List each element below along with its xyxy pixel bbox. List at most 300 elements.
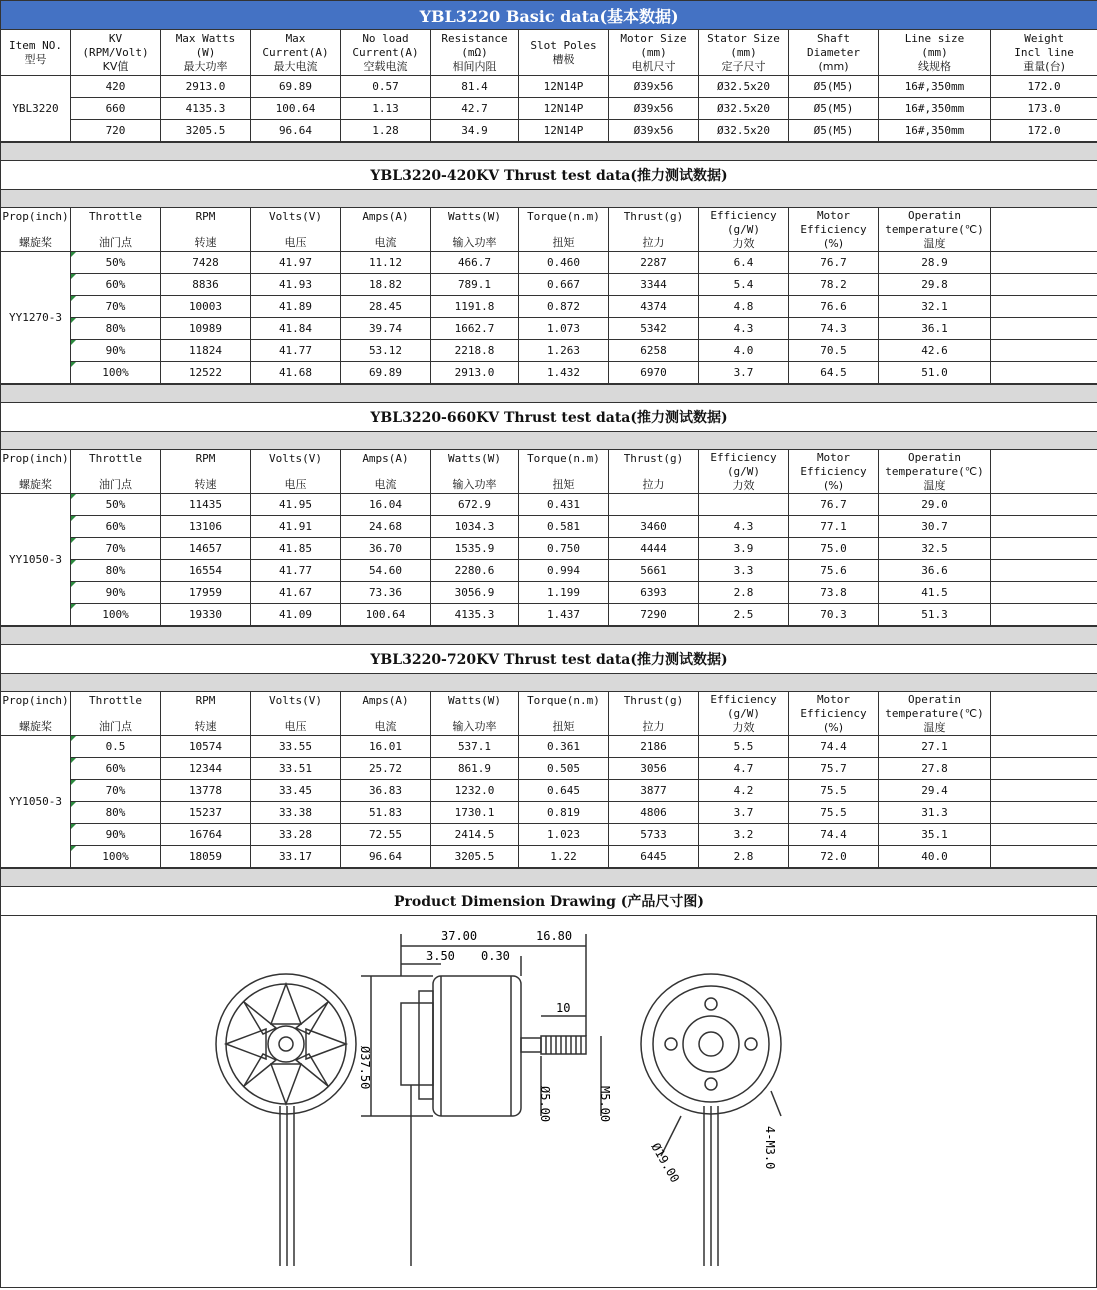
dim-holes: 4-M3.0 — [763, 1126, 777, 1169]
thrust-empty-cell — [991, 582, 1097, 604]
thrust-empty-cell — [991, 494, 1097, 516]
basic-cell: Ø39x56 — [609, 120, 699, 142]
thrust-cell: 51.0 — [879, 362, 991, 384]
thrust-cell: 11.12 — [341, 252, 431, 274]
thrust-cell: 4.3 — [699, 516, 789, 538]
thrust-cell: 1662.7 — [431, 318, 519, 340]
thrust-header — [699, 450, 789, 494]
thrust-header-line: Throttle — [71, 694, 160, 708]
thrust-cell: 70% — [71, 296, 161, 318]
thrust-cell: 11824 — [161, 340, 251, 362]
thrust-header — [71, 208, 161, 252]
thrust-cell: 10003 — [161, 296, 251, 318]
thrust-cell: 36.1 — [879, 318, 991, 340]
thrust-header-line: Operatin — [879, 693, 990, 707]
basic-header-line: Resistance — [431, 32, 518, 46]
thrust-cell: 41.91 — [251, 516, 341, 538]
thrust-cell: 29.0 — [879, 494, 991, 516]
thrust-cell: 2.5 — [699, 604, 789, 626]
thrust-empty-cell — [991, 340, 1097, 362]
dim-shaft-length: 16.80 — [536, 929, 572, 943]
thrust-cell: 4.2 — [699, 780, 789, 802]
thrust-cell: 10989 — [161, 318, 251, 340]
thrust-header-line: 温度 — [879, 237, 990, 251]
prop-cell: YY1270-3 — [1, 252, 71, 384]
thrust-title: YBL3220-420KV Thrust test data(推力测试数据) — [1, 161, 1097, 190]
thrust-header-line: Motor — [789, 693, 878, 707]
thrust-empty-cell — [991, 736, 1097, 758]
basic-header-line: No load — [341, 32, 430, 46]
thrust-cell: 3056 — [609, 758, 699, 780]
basic-header-line: 相间内阻 — [431, 60, 518, 74]
thrust-cell: 1.073 — [519, 318, 609, 340]
thrust-cell: 4.8 — [699, 296, 789, 318]
thrust-cell: 2913.0 — [431, 362, 519, 384]
basic-cell: 172.0 — [991, 120, 1097, 142]
thrust-cell: 3205.5 — [431, 846, 519, 868]
thrust-cell: 41.93 — [251, 274, 341, 296]
motor-front-view — [216, 974, 356, 1266]
thrust-header — [341, 692, 431, 736]
basic-header-line: 定子尺寸 — [699, 60, 788, 74]
thrust-header-line: 扭矩 — [519, 236, 608, 250]
thrust-header-line: Efficiency — [699, 693, 788, 707]
thrust-header — [251, 692, 341, 736]
thrust-cell: 1232.0 — [431, 780, 519, 802]
thrust-header-empty — [991, 208, 1097, 252]
thrust-title: YBL3220-660KV Thrust test data(推力测试数据) — [1, 403, 1097, 432]
basic-header-line: (mΩ) — [431, 46, 518, 60]
thrust-cell: 51.3 — [879, 604, 991, 626]
thrust-empty-cell — [991, 802, 1097, 824]
basic-header-line: KV值 — [71, 60, 160, 74]
thrust-cell: 15237 — [161, 802, 251, 824]
thrust-cell: 74.4 — [789, 736, 879, 758]
thrust-cell: 0.460 — [519, 252, 609, 274]
thrust-cell: 76.6 — [789, 296, 879, 318]
thrust-header — [519, 208, 609, 252]
thrust-header-line: Torque(n.m) — [519, 694, 608, 708]
thrust-header-line: 油门点 — [71, 236, 160, 250]
thrust-header-line: (g/W) — [699, 223, 788, 237]
thrust-header-line: 电流 — [341, 236, 430, 250]
thrust-cell: 39.74 — [341, 318, 431, 340]
thrust-test-table — [0, 142, 1097, 384]
basic-header — [71, 30, 161, 76]
thrust-cell: 77.1 — [789, 516, 879, 538]
thrust-cell: 18.82 — [341, 274, 431, 296]
basic-header-line: (mm) — [699, 46, 788, 60]
thrust-cell: 33.38 — [251, 802, 341, 824]
basic-header — [251, 30, 341, 76]
motor-back-view — [641, 974, 781, 1266]
thrust-header-line: Torque(n.m) — [519, 210, 608, 224]
thrust-cell: 16554 — [161, 560, 251, 582]
thrust-test-table — [0, 626, 1097, 868]
thrust-cell: 1.22 — [519, 846, 609, 868]
basic-header-line: (mm) — [789, 60, 878, 74]
thrust-header — [879, 692, 991, 736]
separator-row — [1, 627, 1097, 645]
thrust-cell: 7428 — [161, 252, 251, 274]
basic-cell: Ø39x56 — [609, 76, 699, 98]
basic-header — [519, 30, 609, 76]
thrust-cell: 789.1 — [431, 274, 519, 296]
thrust-header — [1, 208, 71, 252]
thrust-cell: 33.17 — [251, 846, 341, 868]
basic-cell: 720 — [71, 120, 161, 142]
basic-header — [431, 30, 519, 76]
basic-header-line: (mm) — [879, 46, 990, 60]
thrust-header-line: Torque(n.m) — [519, 452, 608, 466]
thrust-cell: 19330 — [161, 604, 251, 626]
dim-flange: 3.50 — [426, 949, 455, 963]
basic-cell: Ø5(M5) — [789, 98, 879, 120]
thrust-cell: 41.77 — [251, 340, 341, 362]
thrust-empty-cell — [991, 362, 1097, 384]
basic-header-line: 最大功率 — [161, 60, 250, 74]
basic-cell: 172.0 — [991, 76, 1097, 98]
prop-cell: YY1050-3 — [1, 736, 71, 868]
basic-cell: 12N14P — [519, 98, 609, 120]
drawing-table — [0, 868, 1097, 916]
thrust-cell: 5733 — [609, 824, 699, 846]
thrust-header-line: Throttle — [71, 210, 160, 224]
basic-header-line: KV — [71, 32, 160, 46]
thrust-cell: 75.5 — [789, 780, 879, 802]
thrust-header-line: 转速 — [161, 720, 250, 734]
dim-diameter: Ø37.50 — [358, 1046, 372, 1089]
thrust-cell: 42.6 — [879, 340, 991, 362]
thrust-cell: 70% — [71, 780, 161, 802]
thrust-cell: 4.0 — [699, 340, 789, 362]
thrust-cell: 1.432 — [519, 362, 609, 384]
thrust-header-line: Volts(V) — [251, 452, 340, 466]
thrust-cell: 90% — [71, 582, 161, 604]
thrust-header-line: Prop(inch) — [1, 210, 70, 224]
basic-header — [789, 30, 879, 76]
thrust-header-line: 扭矩 — [519, 720, 608, 734]
basic-cell: 1.28 — [341, 120, 431, 142]
dim-shaft-diameter: Ø5.00 — [538, 1086, 552, 1122]
thrust-header-line: 电压 — [251, 236, 340, 250]
thrust-cell: 50% — [71, 252, 161, 274]
thrust-cell: 60% — [71, 758, 161, 780]
thrust-cell: 78.2 — [789, 274, 879, 296]
basic-header-line: (mm) — [609, 46, 698, 60]
thrust-cell: 33.45 — [251, 780, 341, 802]
thrust-cell: 0.505 — [519, 758, 609, 780]
thrust-cell: 54.60 — [341, 560, 431, 582]
basic-item-cell: YBL3220 — [1, 76, 71, 142]
thrust-empty-cell — [991, 780, 1097, 802]
thrust-cell: 0.581 — [519, 516, 609, 538]
thrust-cell: 73.36 — [341, 582, 431, 604]
basic-header-line: 线规格 — [879, 60, 990, 74]
thrust-cell: 27.1 — [879, 736, 991, 758]
thrust-cell: 74.3 — [789, 318, 879, 340]
thrust-cell: 76.7 — [789, 494, 879, 516]
basic-cell: 16#,350mm — [879, 120, 991, 142]
basic-cell: 4135.3 — [161, 98, 251, 120]
thrust-empty-cell — [991, 538, 1097, 560]
thrust-cell: 3.3 — [699, 560, 789, 582]
thrust-header — [519, 450, 609, 494]
thrust-cell: 76.7 — [789, 252, 879, 274]
thrust-cell: 33.28 — [251, 824, 341, 846]
thrust-header-line: 电压 — [251, 720, 340, 734]
thrust-cell: 5342 — [609, 318, 699, 340]
thrust-cell: 100% — [71, 362, 161, 384]
thrust-header — [789, 208, 879, 252]
thrust-cell: 50% — [71, 494, 161, 516]
thrust-header-line: 转速 — [161, 236, 250, 250]
thrust-cell: 3.2 — [699, 824, 789, 846]
thrust-cell: 29.8 — [879, 274, 991, 296]
thrust-cell: 1.437 — [519, 604, 609, 626]
thrust-header-line: Motor — [789, 451, 878, 465]
thrust-cell: 100% — [71, 604, 161, 626]
basic-cell: Ø5(M5) — [789, 76, 879, 98]
dim-total-length: 37.00 — [441, 929, 477, 943]
thrust-cell: 69.89 — [341, 362, 431, 384]
basic-header-line: Current(A) — [341, 46, 430, 60]
thrust-header-line: 扭矩 — [519, 478, 608, 492]
thrust-cell: 16764 — [161, 824, 251, 846]
thrust-cell: 80% — [71, 560, 161, 582]
basic-header-line: Max Watts — [161, 32, 250, 46]
basic-header-line: 重量(台) — [991, 60, 1097, 74]
thrust-cell: 0.645 — [519, 780, 609, 802]
thrust-header-line: (%) — [789, 721, 878, 735]
thrust-header-line: Volts(V) — [251, 210, 340, 224]
thrust-header — [879, 450, 991, 494]
basic-cell: Ø32.5x20 — [699, 120, 789, 142]
thrust-cell: 33.51 — [251, 758, 341, 780]
thrust-cell: 40.0 — [879, 846, 991, 868]
thrust-header-line: (%) — [789, 237, 878, 251]
thrust-cell: 537.1 — [431, 736, 519, 758]
thrust-cell: 3.9 — [699, 538, 789, 560]
thrust-header — [879, 208, 991, 252]
thrust-cell: 75.7 — [789, 758, 879, 780]
basic-header-line: Motor Size — [609, 32, 698, 46]
basic-header-line: Slot Poles — [519, 39, 608, 53]
basic-cell: 96.64 — [251, 120, 341, 142]
thrust-header — [341, 208, 431, 252]
basic-header-line: 型号 — [1, 53, 70, 67]
thrust-cell: 24.68 — [341, 516, 431, 538]
thrust-header — [609, 692, 699, 736]
thrust-cell: 4806 — [609, 802, 699, 824]
thrust-cell: 41.68 — [251, 362, 341, 384]
basic-header — [1, 30, 71, 76]
thrust-cell: 14657 — [161, 538, 251, 560]
thrust-header-line: Efficiency — [699, 209, 788, 223]
thrust-header-line: Prop(inch) — [1, 694, 70, 708]
thrust-header-line: 螺旋桨 — [1, 236, 70, 250]
thrust-empty-cell — [991, 296, 1097, 318]
thrust-header — [1, 692, 71, 736]
thrust-cell: 36.83 — [341, 780, 431, 802]
thrust-empty-cell — [991, 846, 1097, 868]
thrust-empty-cell — [991, 274, 1097, 296]
thrust-test-table — [0, 384, 1097, 626]
thrust-cell: 75.0 — [789, 538, 879, 560]
basic-header-line: 槽极 — [519, 53, 608, 67]
thrust-header-line: Efficiency — [699, 451, 788, 465]
thrust-header-line: 电流 — [341, 720, 430, 734]
thrust-header-line: 温度 — [879, 479, 990, 493]
thrust-header-line: 输入功率 — [431, 720, 518, 734]
thrust-cell: 672.9 — [431, 494, 519, 516]
thrust-cell: 0.5 — [71, 736, 161, 758]
thrust-header-line: 油门点 — [71, 720, 160, 734]
thrust-header-line: (%) — [789, 479, 878, 493]
thrust-header-line: 输入功率 — [431, 236, 518, 250]
thrust-header-line: 电流 — [341, 478, 430, 492]
thrust-header-line: 电压 — [251, 478, 340, 492]
thrust-cell: 32.1 — [879, 296, 991, 318]
thrust-cell: 41.5 — [879, 582, 991, 604]
thrust-header-line: (g/W) — [699, 465, 788, 479]
separator-row — [1, 385, 1097, 403]
dim-gap: 0.30 — [481, 949, 510, 963]
basic-cell: 42.7 — [431, 98, 519, 120]
thrust-cell: 70% — [71, 538, 161, 560]
basic-cell: 12N14P — [519, 120, 609, 142]
separator-row — [1, 432, 1097, 450]
thrust-header-line: Amps(A) — [341, 210, 430, 224]
thrust-cell: 90% — [71, 824, 161, 846]
thrust-cell: 60% — [71, 274, 161, 296]
thrust-cell: 8836 — [161, 274, 251, 296]
thrust-cell: 41.85 — [251, 538, 341, 560]
thrust-cell: 60% — [71, 516, 161, 538]
thrust-cell: 28.45 — [341, 296, 431, 318]
basic-header — [609, 30, 699, 76]
thrust-header — [519, 692, 609, 736]
thrust-cell: 13106 — [161, 516, 251, 538]
thrust-cell: 18059 — [161, 846, 251, 868]
thrust-header-line: 力效 — [699, 479, 788, 493]
thrust-cell: 12344 — [161, 758, 251, 780]
thrust-cell: 7290 — [609, 604, 699, 626]
separator-row — [1, 190, 1097, 208]
thrust-cell: 0.994 — [519, 560, 609, 582]
thrust-header-line: Operatin — [879, 451, 990, 465]
thrust-cell: 17959 — [161, 582, 251, 604]
basic-cell: 2913.0 — [161, 76, 251, 98]
thrust-cell: 96.64 — [341, 846, 431, 868]
dim-thread-length: 10 — [556, 1001, 570, 1015]
thrust-cell — [699, 494, 789, 516]
basic-header-line: Incl line — [991, 46, 1097, 60]
thrust-cell: 25.72 — [341, 758, 431, 780]
thrust-cell — [609, 494, 699, 516]
thrust-header — [1, 450, 71, 494]
thrust-cell: 70.5 — [789, 340, 879, 362]
basic-cell: 100.64 — [251, 98, 341, 120]
thrust-header-line: Throttle — [71, 452, 160, 466]
thrust-cell: 27.8 — [879, 758, 991, 780]
drawing-title: Product Dimension Drawing (产品尺寸图) — [1, 887, 1097, 916]
thrust-cell: 29.4 — [879, 780, 991, 802]
thrust-cell: 90% — [71, 340, 161, 362]
thrust-cell: 2287 — [609, 252, 699, 274]
thrust-empty-cell — [991, 824, 1097, 846]
thrust-cell: 36.6 — [879, 560, 991, 582]
thrust-header-line: 拉力 — [609, 236, 698, 250]
thrust-cell: 3460 — [609, 516, 699, 538]
thrust-header — [431, 208, 519, 252]
thrust-header — [161, 450, 251, 494]
thrust-cell: 3344 — [609, 274, 699, 296]
thrust-cell: 1.263 — [519, 340, 609, 362]
basic-cell: Ø5(M5) — [789, 120, 879, 142]
thrust-cell: 41.89 — [251, 296, 341, 318]
thrust-empty-cell — [991, 318, 1097, 340]
basic-header-line: (RPM/Volt) — [71, 46, 160, 60]
basic-header-line: Stator Size — [699, 32, 788, 46]
thrust-cell: 1.023 — [519, 824, 609, 846]
thrust-cell: 1.199 — [519, 582, 609, 604]
basic-header-line: 电机尺寸 — [609, 60, 698, 74]
thrust-cell: 75.6 — [789, 560, 879, 582]
thrust-cell: 80% — [71, 318, 161, 340]
basic-header — [341, 30, 431, 76]
thrust-header — [431, 692, 519, 736]
thrust-header-line: Efficiency — [789, 223, 878, 237]
basic-cell: 81.4 — [431, 76, 519, 98]
thrust-cell: 4444 — [609, 538, 699, 560]
thrust-cell: 10574 — [161, 736, 251, 758]
thrust-cell: 3.7 — [699, 362, 789, 384]
thrust-cell: 2.8 — [699, 582, 789, 604]
motor-side-view — [361, 934, 601, 1266]
basic-cell: 173.0 — [991, 98, 1097, 120]
thrust-cell: 30.7 — [879, 516, 991, 538]
thrust-empty-cell — [991, 516, 1097, 538]
thrust-cell: 36.70 — [341, 538, 431, 560]
thrust-cell: 28.9 — [879, 252, 991, 274]
thrust-header — [161, 692, 251, 736]
basic-cell: 12N14P — [519, 76, 609, 98]
basic-cell: 3205.5 — [161, 120, 251, 142]
thrust-cell: 75.5 — [789, 802, 879, 824]
thrust-header — [609, 208, 699, 252]
thrust-header-line: Watts(W) — [431, 210, 518, 224]
thrust-cell: 72.0 — [789, 846, 879, 868]
thrust-cell: 4374 — [609, 296, 699, 318]
basic-title: YBL3220 Basic data(基本数据) — [1, 1, 1097, 30]
thrust-header-line: Thrust(g) — [609, 210, 698, 224]
thrust-header-line: 温度 — [879, 721, 990, 735]
dim-thread: M5.00 — [598, 1086, 612, 1122]
thrust-header — [699, 208, 789, 252]
basic-header-line: 空载电流 — [341, 60, 430, 74]
thrust-header-line: RPM — [161, 452, 250, 466]
thrust-header — [789, 692, 879, 736]
thrust-cell: 12522 — [161, 362, 251, 384]
thrust-cell: 0.431 — [519, 494, 609, 516]
thrust-cell: 100.64 — [341, 604, 431, 626]
basic-header-line: Item NO. — [1, 39, 70, 53]
thrust-cell: 0.667 — [519, 274, 609, 296]
thrust-header-line: 力效 — [699, 721, 788, 735]
thrust-cell: 5.5 — [699, 736, 789, 758]
dimension-drawing — [0, 916, 1097, 1288]
